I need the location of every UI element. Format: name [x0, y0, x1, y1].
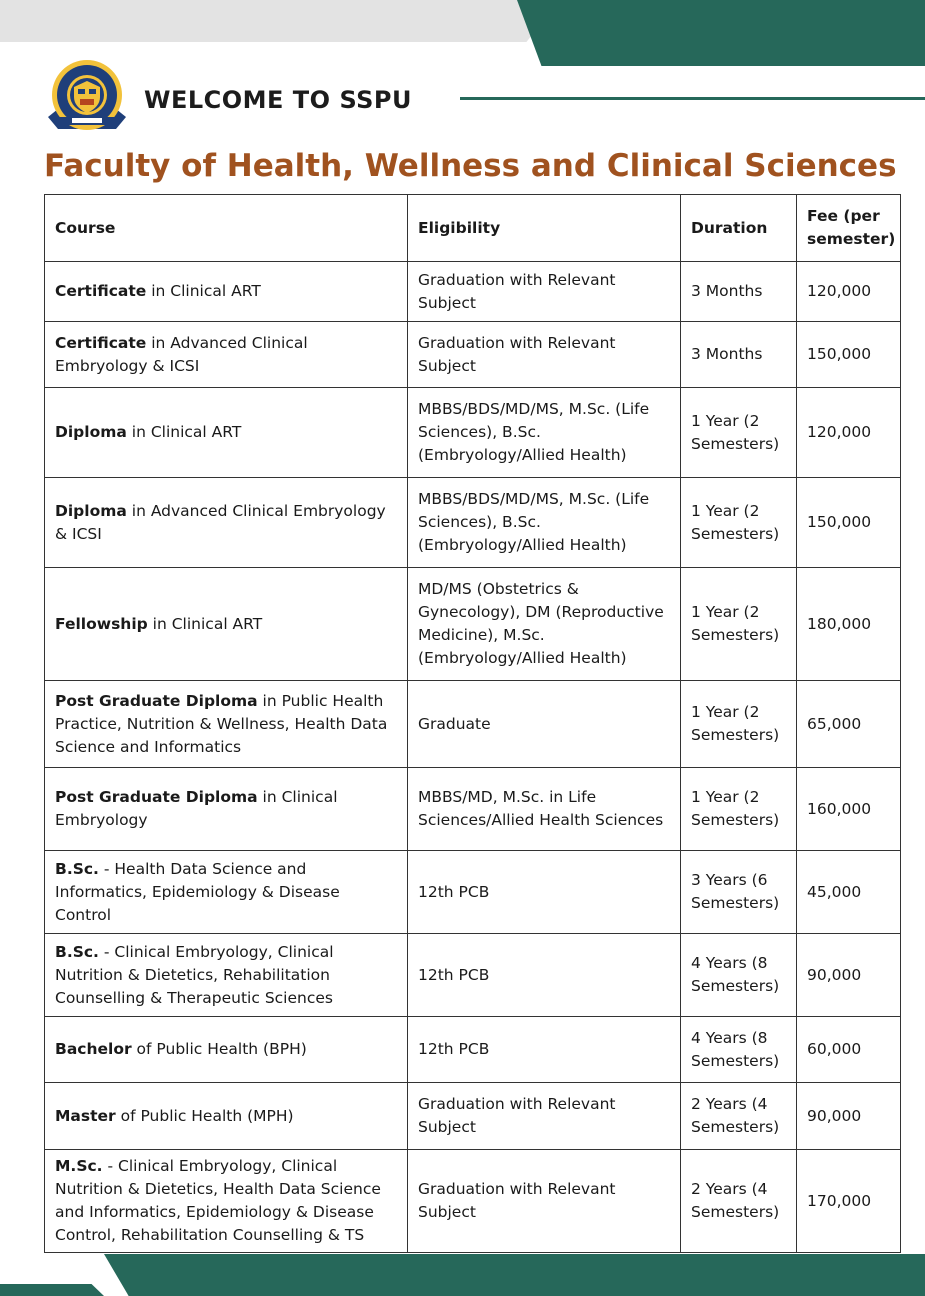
eligibility-cell: Graduation with Relevant Subject — [408, 322, 681, 388]
eligibility-cell: Graduation with Relevant Subject — [408, 1150, 681, 1253]
course-subject: - Health Data Science and Informatics, Epidemiology & Disease Control — [55, 859, 340, 924]
footer-corner — [0, 1284, 104, 1296]
course-subject: of Public Health (MPH) — [115, 1106, 294, 1125]
course-subject: in Clinical ART — [146, 282, 261, 300]
duration-cell: 4 Years (8 Semesters) — [681, 934, 797, 1017]
course-subject: in Clinical ART — [126, 423, 242, 441]
footer-teal-band — [104, 1254, 925, 1296]
university-logo — [44, 57, 130, 137]
course-cell — [45, 768, 408, 851]
fee-cell: 160,000 — [797, 768, 901, 851]
fee-cell: 180,000 — [797, 568, 901, 681]
course-subject: of Public Health (BPH) — [131, 1040, 307, 1058]
table-row — [45, 1083, 901, 1150]
welcome-heading: WELCOME TO SSPU — [144, 86, 413, 114]
course-type: Post Graduate Diploma — [55, 691, 258, 710]
duration-cell: 1 Year (2 Semesters) — [681, 568, 797, 681]
table-header-row — [45, 195, 901, 262]
table-row — [45, 262, 901, 322]
eligibility-cell: MBBS/MD, M.Sc. in Life Sciences/Allied Health Sciences — [408, 768, 681, 851]
header-rule — [460, 97, 925, 100]
fee-cell: 65,000 — [797, 681, 901, 768]
header-grey-band — [0, 0, 560, 42]
header-duration: Duration — [681, 195, 797, 262]
eligibility-cell: Graduation with Relevant Subject — [408, 1083, 681, 1150]
fee-cell: 120,000 — [797, 388, 901, 478]
course-type: Diploma — [55, 423, 127, 441]
eligibility-cell: 12th PCB — [408, 934, 681, 1017]
course-subject: - Clinical Embryology, Clinical Nutrition & Dietetics, Rehabilitation Counselling & Therapeutic Sciences — [55, 942, 334, 1007]
course-subject: - Clinical Embryology, Clinical Nutrition & Dietetics, Health Data Science and Informatics, Epidemiology & Disease Control, Rehabilitation Counselling & TS — [55, 1157, 381, 1244]
eligibility-cell: MBBS/BDS/MD/MS, M.Sc. (Life Sciences), B.Sc. (Embryology/Allied Health) — [408, 388, 681, 478]
table-row — [45, 568, 901, 681]
course-type: B.Sc. — [55, 859, 99, 878]
course-cell — [45, 262, 408, 322]
table-row — [45, 681, 901, 768]
fee-cell: 150,000 — [797, 322, 901, 388]
course-type: Bachelor — [55, 1040, 132, 1058]
course-cell — [45, 1017, 408, 1083]
header-course: Course — [45, 195, 408, 262]
course-type: B.Sc. — [55, 942, 99, 961]
duration-cell: 1 Year (2 Semesters) — [681, 388, 797, 478]
course-type: Fellowship — [55, 614, 148, 633]
eligibility-cell: Graduate — [408, 681, 681, 768]
course-cell — [45, 1150, 408, 1253]
table-row — [45, 768, 901, 851]
course-cell — [45, 568, 408, 681]
duration-cell: 1 Year (2 Semesters) — [681, 768, 797, 851]
table-row — [45, 478, 901, 568]
duration-cell: 4 Years (8 Semesters) — [681, 1017, 797, 1083]
course-cell — [45, 681, 408, 768]
fee-cell: 150,000 — [797, 478, 901, 568]
course-type: M.Sc. — [55, 1157, 103, 1175]
course-cell — [45, 851, 408, 934]
fee-cell: 45,000 — [797, 851, 901, 934]
eligibility-cell: MD/MS (Obstetrics & Gynecology), DM (Reproductive Medicine), M.Sc. (Embryology/Allied Health) — [408, 568, 681, 681]
eligibility-cell: Graduation with Relevant Subject — [408, 262, 681, 322]
duration-cell: 1 Year (2 Semesters) — [681, 681, 797, 768]
eligibility-cell: 12th PCB — [408, 1017, 681, 1083]
duration-cell: 2 Years (4 Semesters) — [681, 1150, 797, 1253]
table-row — [45, 1150, 901, 1253]
fee-cell: 60,000 — [797, 1017, 901, 1083]
table-body — [45, 262, 901, 1253]
course-type: Certificate — [55, 282, 147, 300]
fee-table — [44, 194, 901, 1253]
duration-cell: 3 Years (6 Semesters) — [681, 851, 797, 934]
fee-cell: 90,000 — [797, 1083, 901, 1150]
duration-cell: 1 Year (2 Semesters) — [681, 478, 797, 568]
table-row — [45, 322, 901, 388]
fee-cell: 120,000 — [797, 262, 901, 322]
eligibility-cell: 12th PCB — [408, 851, 681, 934]
course-subject: in Public Health Practice, Nutrition & Wellness, Health Data Science and Informatics — [55, 691, 388, 756]
course-type: Certificate — [55, 333, 147, 352]
header-teal-band — [517, 0, 925, 66]
duration-cell: 3 Months — [681, 262, 797, 322]
table-row — [45, 388, 901, 478]
course-subject: in Advanced Clinical Embryology & ICSI — [55, 333, 308, 375]
fee-cell: 170,000 — [797, 1150, 901, 1253]
duration-cell: 2 Years (4 Semesters) — [681, 1083, 797, 1150]
course-type: Post Graduate Diploma — [55, 788, 258, 806]
course-cell — [45, 1083, 408, 1150]
course-subject: in Clinical ART — [147, 614, 263, 633]
table-row — [45, 934, 901, 1017]
table-row — [45, 851, 901, 934]
fee-cell: 90,000 — [797, 934, 901, 1017]
eligibility-cell: MBBS/BDS/MD/MS, M.Sc. (Life Sciences), B.Sc. (Embryology/Allied Health) — [408, 478, 681, 568]
header-eligibility: Eligibility — [408, 195, 681, 262]
course-cell — [45, 934, 408, 1017]
page-title: Faculty of Health, Wellness and Clinical Sciences — [44, 148, 897, 184]
course-cell — [45, 478, 408, 568]
course-type: Diploma — [55, 501, 127, 520]
course-type: Master — [55, 1106, 116, 1125]
duration-cell: 3 Months — [681, 322, 797, 388]
header-fee: Fee (per semester) — [797, 195, 901, 262]
course-subject: in Clinical Embryology — [55, 788, 338, 829]
course-subject: in Advanced Clinical Embryology & ICSI — [55, 501, 386, 543]
table-row — [45, 1017, 901, 1083]
course-cell — [45, 388, 408, 478]
course-cell — [45, 322, 408, 388]
